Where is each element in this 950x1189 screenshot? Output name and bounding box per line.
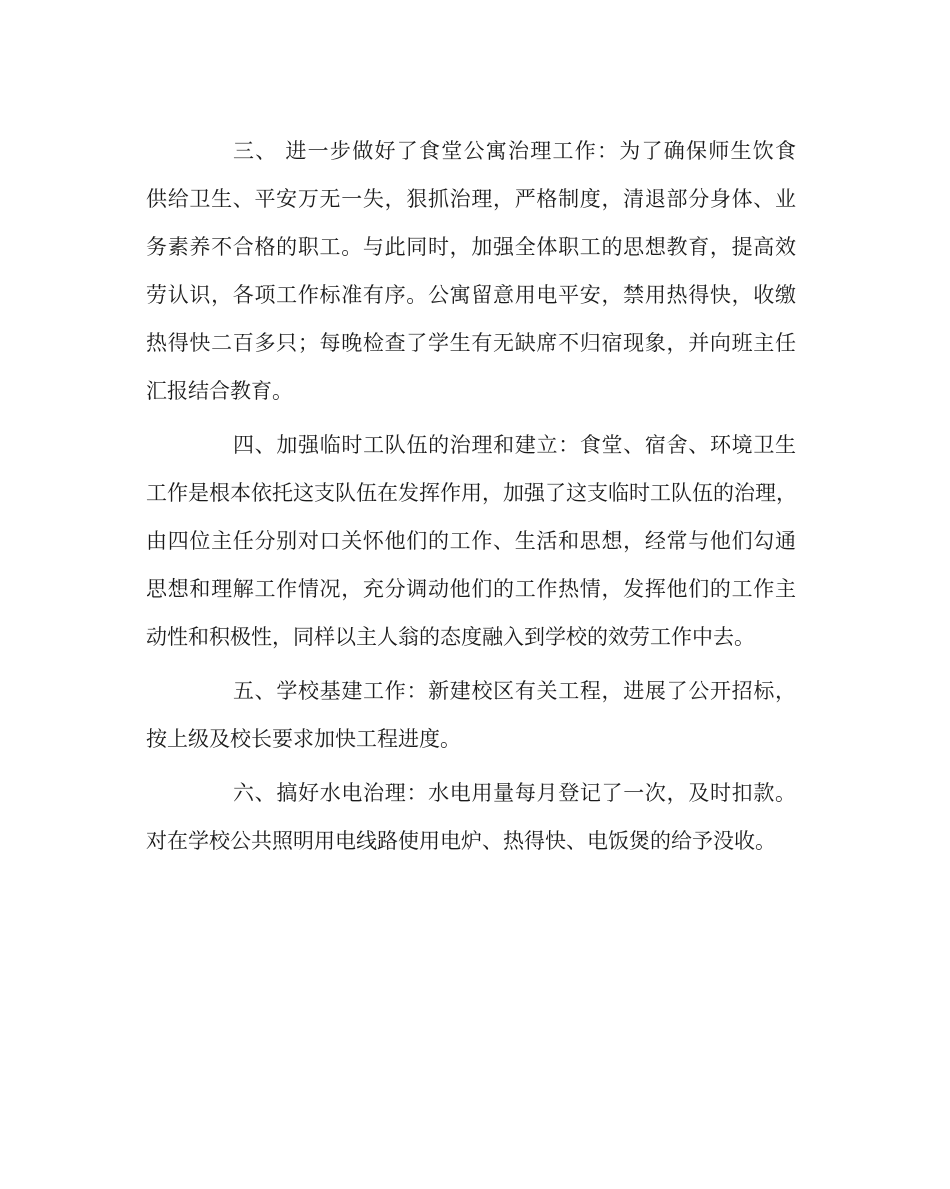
paragraph-line: 热得快二百多只；每晚检查了学生有无缺席不归宿现象，并向班主任 (146, 331, 796, 355)
paragraph-line: 五、学校基建工作：新建校区有关工程，进展了公开招标， (233, 679, 796, 703)
paragraph-line: 劳认识，各项工作标准有序。公寓留意用电平安，禁用热得快，收缴 (146, 283, 796, 307)
paragraph-line: 汇报结合教育。 (146, 379, 293, 403)
paragraph-line: 四、加强临时工队伍的治理和建立：食堂、宿舍、环境卫生 (233, 433, 796, 457)
paragraph-line: 动性和积极性，同样以主人翁的态度融入到学校的效劳工作中去。 (146, 625, 755, 649)
paragraph-section-3 (146, 127, 816, 415)
paragraph-section-6 (146, 769, 816, 865)
paragraph-line: 务素养不合格的职工。与此同时，加强全体职工的思想教育，提高效 (146, 235, 796, 259)
paragraph-line: 供给卫生、平安万无一失，狠抓治理，严格制度，清退部分身体、业 (146, 187, 796, 211)
paragraph-line: 工作是根本依托这支队伍在发挥作用，加强了这支临时工队伍的治理， (146, 481, 797, 505)
paragraph-line: 思想和理解工作情况，充分调动他们的工作热情，发挥他们的工作主 (146, 577, 796, 601)
paragraph-line: 三、 进一步做好了食堂公寓治理工作：为了确保师生饮食 (233, 139, 796, 163)
paragraph-line: 对在学校公共照明用电线路使用电炉、热得快、电饭煲的给予没收。 (146, 829, 776, 853)
document-body (146, 127, 816, 871)
paragraph-line: 按上级及校长要求加快工程进度。 (146, 727, 461, 751)
paragraph-section-5 (146, 667, 816, 763)
paragraph-line: 六、搞好水电治理：水电用量每月登记了一次，及时扣款。 (233, 781, 796, 805)
paragraph-section-4 (146, 421, 816, 661)
paragraph-line: 由四位主任分别对口关怀他们的工作、生活和思想，经常与他们勾通 (146, 529, 796, 553)
